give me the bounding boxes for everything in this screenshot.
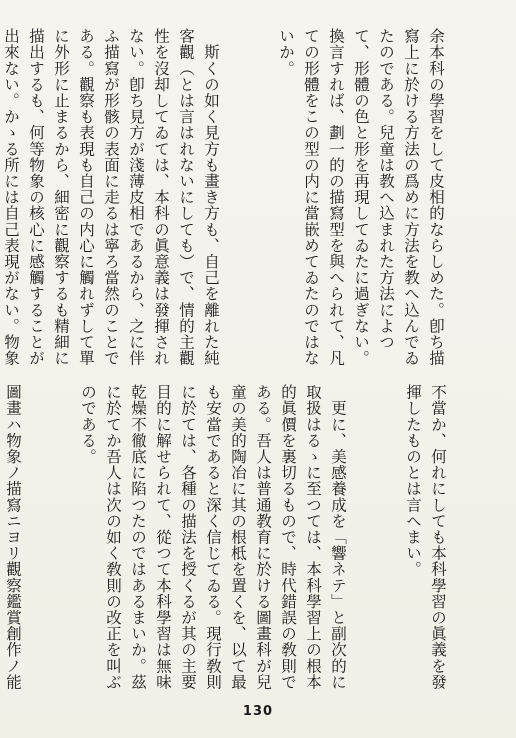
- paragraph: 更に、美感養成を「響ネテ」と副次的に取扱はるゝに至つては、本科學習上の根本的眞價を裏切るもので、時代錯誤の敎則である。吾人は普通教育に於ける圖畫科が兒童の美的陶冶に其の根柢を置くを、以て最も安當であると深く信じてゐる。現行敎則に於ては、各種の描法を授くるが其の主要目的に解せられて、從つて本科學習は無味乾燥不徹底に陷つたのではあるまいか。茲に於てか吾人は次の如く敎則の改正を叫ぶのである。: [79, 384, 347, 690]
- text-column-left: [4, 384, 500, 696]
- paragraph: 余本科の學習をして皮相的ならしめた。卽ち描寫上に於ける方法の爲めに方法を教へ込んでゐたのである。兒童は教へ込まれた方法によつて、形體の色と形を再現してゐたに過ぎない。換言すれば、劃一的の描寫型を與へられて、凡ての形體をこの型の内に當嵌めてゐたのではないか。: [277, 28, 445, 367]
- paragraph: 斯くの如く見方も畫き方も、自己を離れた純客觀（とは言はれないにしても）で、情的主觀性を沒却してゐては、本科の眞意義は發揮されない。卽ち見方が淺薄皮相であるから、之に伴ふ描寫が形骸の表面に走るは寧ろ當然のことである。觀察も表現も自己の内心に觸れずして單に外形に止まるから、細密に觀察するも精細に描出するも、何等物象の核心に感觸することが出來ない。かゝる所には自己表現がない。物象: [2, 28, 220, 367]
- regulation-quote: 圖畫ハ物象ノ描寫ニヨリ觀察鑑賞創作ノ能: [4, 384, 22, 690]
- text-column-right: [2, 28, 498, 368]
- paragraph: 不當か、何れにしても本科學習の眞義を發揮したものとは言へまい。: [404, 384, 447, 690]
- page-number: 130: [242, 704, 274, 719]
